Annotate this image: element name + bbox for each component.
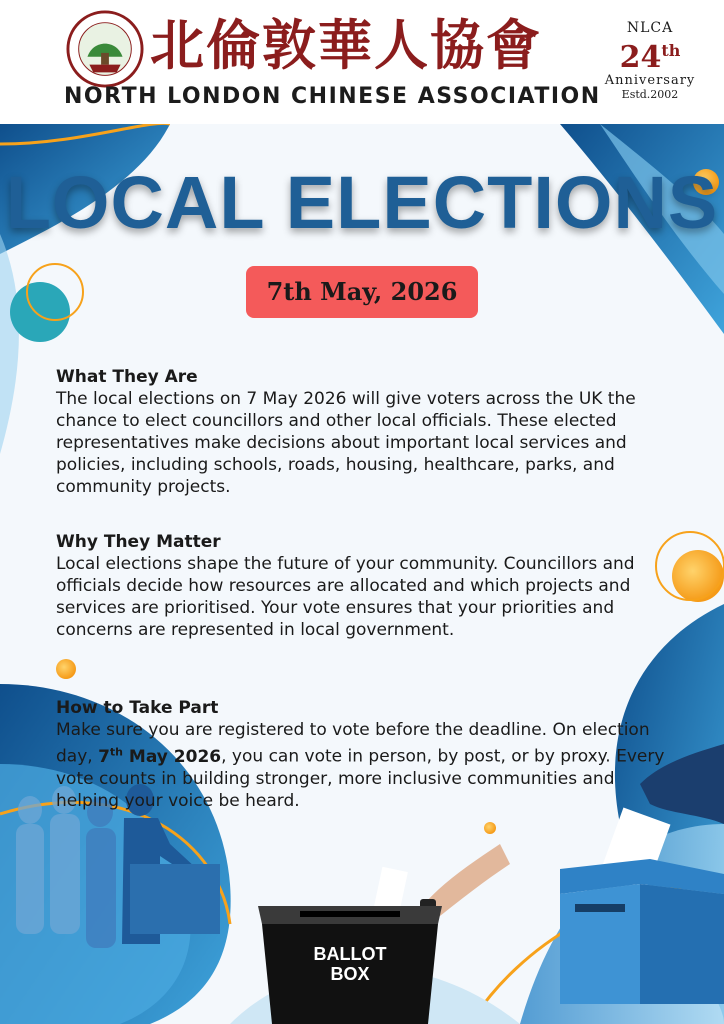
chinese-name: 北倫敦華人協會	[150, 13, 542, 77]
anniversary-number	[590, 36, 710, 73]
anniversary-number-value: 24	[619, 40, 662, 75]
anniversary-established: Estd.2002	[621, 88, 679, 101]
anniversary-word: Anniversary	[604, 73, 696, 88]
date-day: 7	[98, 746, 110, 767]
date-suffix: th	[109, 745, 124, 758]
header	[0, 0, 724, 124]
english-name: NORTH LONDON CHINESE ASSOCIATION	[64, 84, 601, 109]
anniversary-number-suffix: th	[661, 41, 681, 60]
ballot-label-line1: BALLOT	[313, 944, 387, 964]
section-body: Local elections shape the future of your community. Councillors and officials decide how resources are allocated and which projects and services are prioritised. Your vote ensures that your priorities and concerns are represented in local government.	[56, 554, 635, 640]
ballot-box-label	[288, 944, 412, 984]
highlighted-date	[98, 747, 221, 767]
body-after-date: , you can vote in person, by post, or by proxy. Every vote counts in building stronger, more inclusive communities and helping your voice be heard.	[56, 746, 665, 811]
section-heading: What They Are	[56, 367, 198, 387]
section-body: The local elections on 7 May 2026 will give voters across the UK the chance to elect councillors and other local officials. These elected representatives make decisions about important local services and policies, including schools, roads, housing, healthcare, parks, and community projects.	[56, 389, 636, 497]
section-body	[56, 719, 676, 812]
poster-title: LOCAL ELECTIONS	[5, 161, 719, 244]
section-how-to-take-part	[56, 697, 676, 812]
date-rest: May 2026	[123, 746, 222, 767]
anniversary-badge	[590, 20, 710, 120]
section-what-they-are	[56, 366, 676, 498]
section-why-they-matter	[56, 531, 676, 641]
association-logo	[66, 10, 144, 88]
section-heading: Why They Matter	[56, 532, 221, 552]
date-badge: 7th May, 2026	[246, 266, 478, 318]
body-before-date: Make sure you are registered to vote before the deadline. On election day,	[56, 720, 650, 767]
section-heading: How to Take Part	[56, 698, 219, 718]
ballot-label-line2: BOX	[330, 964, 370, 984]
anniversary-org: NLCA	[626, 20, 674, 36]
